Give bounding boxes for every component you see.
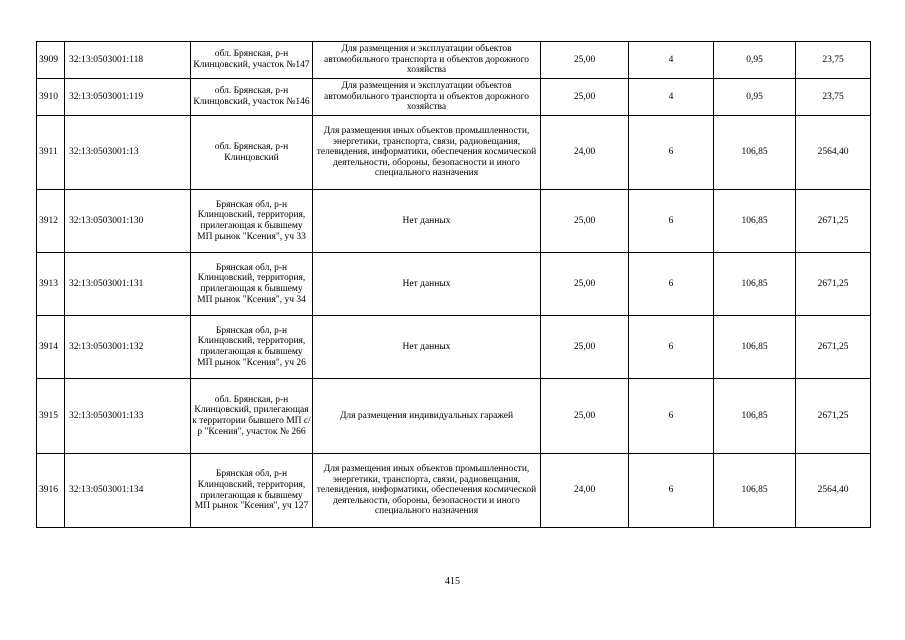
- cadastral-number-cell: 32:13:0503001:13: [65, 116, 191, 190]
- value-cell: 6: [629, 379, 714, 454]
- cadastral-number-cell: 32:13:0503001:118: [65, 42, 191, 79]
- address-cell: Брянская обл, р-н Клинцовский, территория, прилегающая к бывшему МП рынок "Ксения", уч 127: [191, 454, 313, 528]
- value-cell: 0,95: [714, 79, 796, 116]
- purpose-cell: Нет данных: [313, 190, 541, 253]
- cadastral-number-cell: 32:13:0503001:134: [65, 454, 191, 528]
- row-number-cell: 3910: [37, 79, 65, 116]
- value-cell: 2671,25: [796, 379, 871, 454]
- address-cell: Брянская обл, р-н Клинцовский, территория, прилегающая к бывшему МП рынок "Ксения", уч 33: [191, 190, 313, 253]
- value-cell: 6: [629, 316, 714, 379]
- value-cell: 106,85: [714, 253, 796, 316]
- purpose-cell: Нет данных: [313, 316, 541, 379]
- value-cell: 2564,40: [796, 454, 871, 528]
- value-cell: 6: [629, 116, 714, 190]
- value-cell: 106,85: [714, 190, 796, 253]
- value-cell: 25,00: [541, 190, 629, 253]
- value-cell: 23,75: [796, 42, 871, 79]
- purpose-cell: Для размещения иных объектов промышленности, энергетики, транспорта, связи, радиовещания, телевидения, информатики, обеспечения космической деятельности, обороны, безопасности и иного специального назначения: [313, 116, 541, 190]
- value-cell: 2671,25: [796, 316, 871, 379]
- value-cell: 6: [629, 454, 714, 528]
- row-number-cell: 3916: [37, 454, 65, 528]
- value-cell: 0,95: [714, 42, 796, 79]
- address-cell: Брянская обл, р-н Клинцовский, территория, прилегающая к бывшему МП рынок "Ксения", уч 34: [191, 253, 313, 316]
- purpose-cell: Для размещения и эксплуатации объектов автомобильного транспорта и объектов дорожного хозяйства: [313, 42, 541, 79]
- table-row: [37, 116, 871, 190]
- value-cell: 4: [629, 79, 714, 116]
- value-cell: 25,00: [541, 253, 629, 316]
- cadastral-number-cell: 32:13:0503001:130: [65, 190, 191, 253]
- purpose-cell: Для размещения иных объектов промышленности, энергетики, транспорта, связи, радиовещания, телевидения, информатики, обеспечения космической деятельности, обороны, безопасности и иного специального назначения: [313, 454, 541, 528]
- value-cell: 2671,25: [796, 190, 871, 253]
- value-cell: 106,85: [714, 116, 796, 190]
- table-row: [37, 42, 871, 79]
- value-cell: 25,00: [541, 379, 629, 454]
- address-cell: обл. Брянская, р-н Клинцовский, участок №146: [191, 79, 313, 116]
- cadastral-number-cell: 32:13:0503001:131: [65, 253, 191, 316]
- value-cell: 24,00: [541, 116, 629, 190]
- address-cell: Брянская обл, р-н Клинцовский, территория, прилегающая к бывшему МП рынок "Ксения", уч 26: [191, 316, 313, 379]
- row-number-cell: 3914: [37, 316, 65, 379]
- table-row: [37, 454, 871, 528]
- address-cell: обл. Брянская, р-н Клинцовский: [191, 116, 313, 190]
- value-cell: 25,00: [541, 42, 629, 79]
- row-number-cell: 3909: [37, 42, 65, 79]
- value-cell: 23,75: [796, 79, 871, 116]
- row-number-cell: 3915: [37, 379, 65, 454]
- purpose-cell: Для размещения и эксплуатации объектов автомобильного транспорта и объектов дорожного хозяйства: [313, 79, 541, 116]
- page-number: 415: [445, 576, 460, 587]
- cadastral-number-cell: 32:13:0503001:119: [65, 79, 191, 116]
- row-number-cell: 3912: [37, 190, 65, 253]
- land-registry-table: [36, 41, 871, 528]
- purpose-cell: Для размещения индивидуальных гаражей: [313, 379, 541, 454]
- value-cell: 25,00: [541, 316, 629, 379]
- table-row: [37, 79, 871, 116]
- row-number-cell: 3913: [37, 253, 65, 316]
- value-cell: 106,85: [714, 379, 796, 454]
- value-cell: 24,00: [541, 454, 629, 528]
- table-row: [37, 379, 871, 454]
- table-row: [37, 190, 871, 253]
- row-number-cell: 3911: [37, 116, 65, 190]
- value-cell: 106,85: [714, 316, 796, 379]
- value-cell: 2671,25: [796, 253, 871, 316]
- cadastral-number-cell: 32:13:0503001:132: [65, 316, 191, 379]
- value-cell: 106,85: [714, 454, 796, 528]
- value-cell: 2564,40: [796, 116, 871, 190]
- purpose-cell: Нет данных: [313, 253, 541, 316]
- table-row: [37, 253, 871, 316]
- table-row: [37, 316, 871, 379]
- address-cell: обл. Брянская, р-н Клинцовский, прилегающая к территории бывшего МП с/р "Ксения", участок № 266: [191, 379, 313, 454]
- value-cell: 6: [629, 253, 714, 316]
- value-cell: 4: [629, 42, 714, 79]
- address-cell: обл. Брянская, р-н Клинцовский, участок №147: [191, 42, 313, 79]
- value-cell: 25,00: [541, 79, 629, 116]
- value-cell: 6: [629, 190, 714, 253]
- cadastral-number-cell: 32:13:0503001:133: [65, 379, 191, 454]
